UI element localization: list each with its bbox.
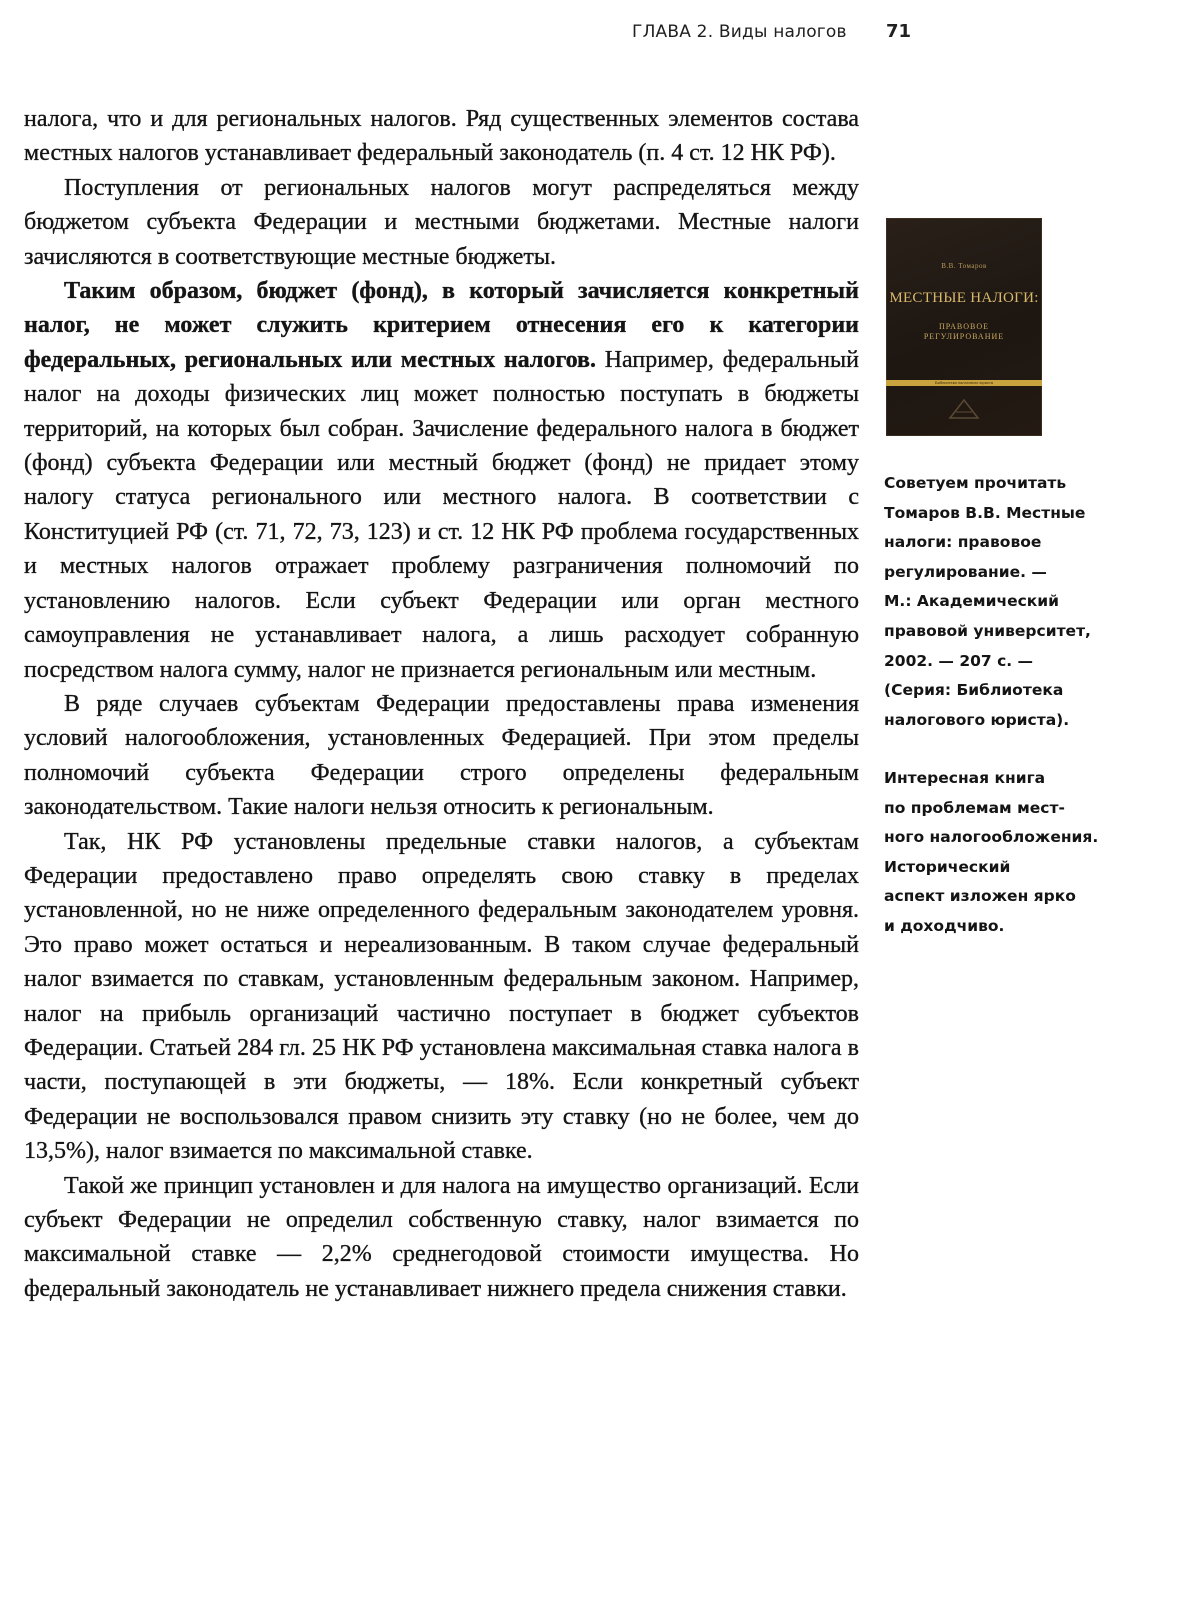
book-cover-subtitle: ПРАВОВОЕ РЕГУЛИРОВАНИЕ <box>923 322 1005 341</box>
paragraph-3-emphasis: Таким образом, бюджет (фонд), в который зачисляется конкретный налог, не может служить критерием отнесения его к категории федеральных, региональных или местных налогов. <box>24 278 859 373</box>
page-number: 71 <box>886 21 912 42</box>
paragraph-6: Такой же принцип установлен и для налога на имущество организаций. Если субъект Федерации не определил собственную ставку, налог взимается по максимальной ставке — 2,2% среднегодовой стоимости имущества. Но федеральный законодатель не устанавливает нижнего предела снижения ставки. <box>24 1172 859 1302</box>
running-head: ГЛАВА 2. Виды налогов <box>632 22 847 42</box>
book-cover-series: Библиотека налогового юриста <box>935 380 993 385</box>
paragraph-3-text: Например, федеральный налог на доходы физических лиц может полностью поступать в бюджеты территорий, на которых был собран. Зачисление федерального налога в бюджет (фонд) субъекта Федерации или местный бюджет (фонд) не придает этому налогу статуса регионального или местного налога. В соответствии с Конституцией РФ (ст. 71, 72, 73, 123) и ст. 12 НК РФ проблема государственных и местных налогов отражает проблему разграничения полномочий по установлению налогов. Если субъект Федерации или орган местного самоуправления не устанавливает налога, а лишь расходует собранную посредством налога сумму, налог не признается региональным или местным. <box>24 346 859 683</box>
paragraph-2: Поступления от региональных налогов могут распределяться между бюджетом субъекта Федерации и местными бюджетами. Местные налоги зачисляются в соответствующие местные бюджеты. <box>24 174 859 270</box>
paragraph-3 <box>24 274 859 687</box>
paragraph-1: налога, что и для региональных налогов. Ряд существенных элементов состава местных налогов устанавливает федеральный законодатель (п. 4 ст. 12 НК РФ). <box>24 106 859 167</box>
publisher-logo-icon <box>946 396 982 422</box>
sidebar-book-note: Интересная книга по проблемам мест- ного налогообложения. Исторический аспект изложен ярко и доходчиво. <box>884 769 1099 935</box>
sidebar-book-reference: Советуем прочитать Томаров В.В. Местные налоги: правовое регулирование. — М.: Академический правовой университет, 2002. — 207 с. — (Серия: Библиотека налогового юриста). <box>884 474 1091 729</box>
book-cover-title: МЕСТНЫЕ НАЛОГИ: <box>889 290 1039 306</box>
paragraph-5: Так, НК РФ установлены предельные ставки налогов, а субъектам Федерации предоставлено право определять свою ставку в пределах установленной, но не ниже определенного федеральным законодателем уровня. Это право может остаться и нереализованным. В таком случае федеральный налог взимается по ставкам, установленным федеральным законом. Например, налог на прибыль организаций частично поступает в бюджет субъектов Федерации. Статьей 284 гл. 25 НК РФ установлена максимальная ставка налога в части, поступающей в эти бюджеты, — 18%. Если конкретный субъект Федерации не воспользовался правом снизить эту ставку (но не более, чем до 13,5%), налог взимается по максимальной ставке. <box>24 828 859 1165</box>
paragraph-4: В ряде случаев субъектам Федерации предоставлены права изменения условий налогообложения, установленных Федерацией. При этом пределы полномочий субъекта Федерации строго определены федеральным законодательством. Такие налоги нельзя относить к региональным. <box>24 690 859 821</box>
main-text <box>24 102 859 1306</box>
book-cover-author: В.В. Томаров <box>941 262 987 270</box>
book-cover-image <box>886 218 1042 436</box>
